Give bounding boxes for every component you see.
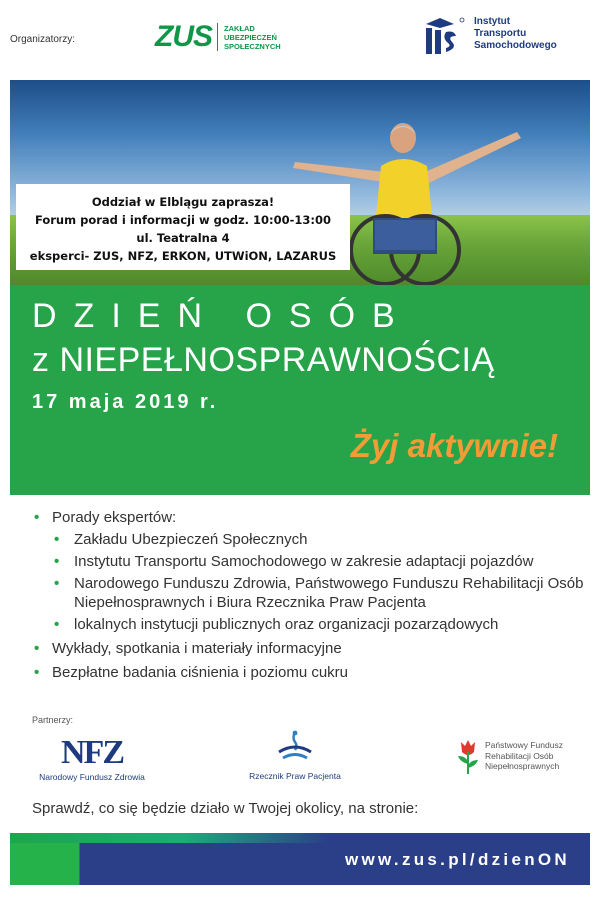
title-banner (10, 285, 590, 495)
list-item: • Wykłady, spotkania i materiały informacyjne (32, 639, 587, 658)
title-line-2: z NIEPEŁNOSPRAWNOŚCIĄ (32, 341, 495, 379)
its-logo (420, 14, 557, 58)
its-text-line-3: Samochodowego (474, 40, 557, 51)
event-features-list (32, 508, 587, 687)
its-text-line-1: Instytut (474, 16, 511, 27)
event-date: 17 maja 2019 r. (32, 391, 219, 413)
info-line-4: eksperci- ZUS, NFZ, ERKON, UTWiON, LAZARUS (29, 249, 337, 263)
experts-sublist (52, 530, 587, 634)
its-logo-icon (420, 14, 468, 58)
zus-text-line-1: ZAKŁAD (224, 23, 255, 33)
list-item: • Instytutu Transportu Samochodowego w zakresie adaptacji pojazdów (52, 552, 587, 571)
rpp-logo-icon (273, 730, 317, 764)
event-info-box (16, 184, 350, 270)
footer-bar (10, 833, 590, 885)
list-item: • Bezpłatne badania ciśnienia i poziomu cukru (32, 663, 587, 682)
list-item (32, 508, 587, 634)
zus-text-line-3: SPOŁECZNYCH (224, 41, 281, 51)
check-website-text: Sprawdź, co się będzie działo w Twojej okolicy, na stronie: (32, 800, 419, 817)
tulip-icon (455, 738, 481, 776)
zus-logo-text (224, 24, 294, 51)
website-url[interactable]: www.zus.pl/dzienON (344, 850, 570, 869)
rpp-logo (240, 730, 350, 781)
info-line-2: Forum porad i informacji w godz. 10:00-13:00 (34, 213, 332, 227)
pfron-logo (455, 738, 563, 776)
pfron-text-line-3: Niepełnosprawnych (485, 761, 560, 771)
slogan: Żyj aktywnie! (350, 427, 558, 464)
title-line-1: DZIEŃ OSÓB (32, 297, 412, 335)
pfron-logo-text (485, 740, 563, 772)
zus-text-line-2: UBEZPIECZEŃ (224, 32, 277, 42)
its-logo-text (474, 16, 557, 52)
nfz-logo-text: Narodowy Fundusz Zdrowia (39, 772, 145, 782)
its-text-line-2: Transportu (474, 28, 527, 39)
info-line-3: ul. Teatralna 4 (136, 231, 230, 245)
list-item-label: Porady ekspertów: (52, 509, 177, 526)
rpp-logo-text: Rzecznik Praw Pacjenta (249, 771, 341, 781)
zus-logo (155, 22, 294, 52)
nfz-logo-mark: NFZ (61, 734, 123, 771)
zus-logo-divider (217, 23, 218, 51)
list-item: • Narodowego Funduszu Zdrowia, Państwowego Funduszu Rehabilitacji Osób Niepełnosprawnych i Biura Rzecznika Praw Pacjenta (52, 574, 587, 612)
info-line-1: Oddział w Elblągu zaprasza! (91, 195, 275, 209)
list-item: • Zakładu Ubezpieczeń Społecznych (52, 530, 587, 549)
header (0, 0, 600, 80)
zus-logo-mark: ZUS (155, 20, 212, 53)
list-item: • lokalnych instytucji publicznych oraz organizacji pozarządowych (52, 615, 587, 634)
pfron-text-line-2: Rehabilitacji Osób (485, 750, 554, 761)
pfron-text-line-1: Państwowy Fundusz (485, 740, 563, 750)
organizers-label: Organizatorzy: (10, 34, 76, 45)
nfz-logo (32, 735, 152, 782)
partners-label: Partnerzy: (32, 715, 74, 725)
